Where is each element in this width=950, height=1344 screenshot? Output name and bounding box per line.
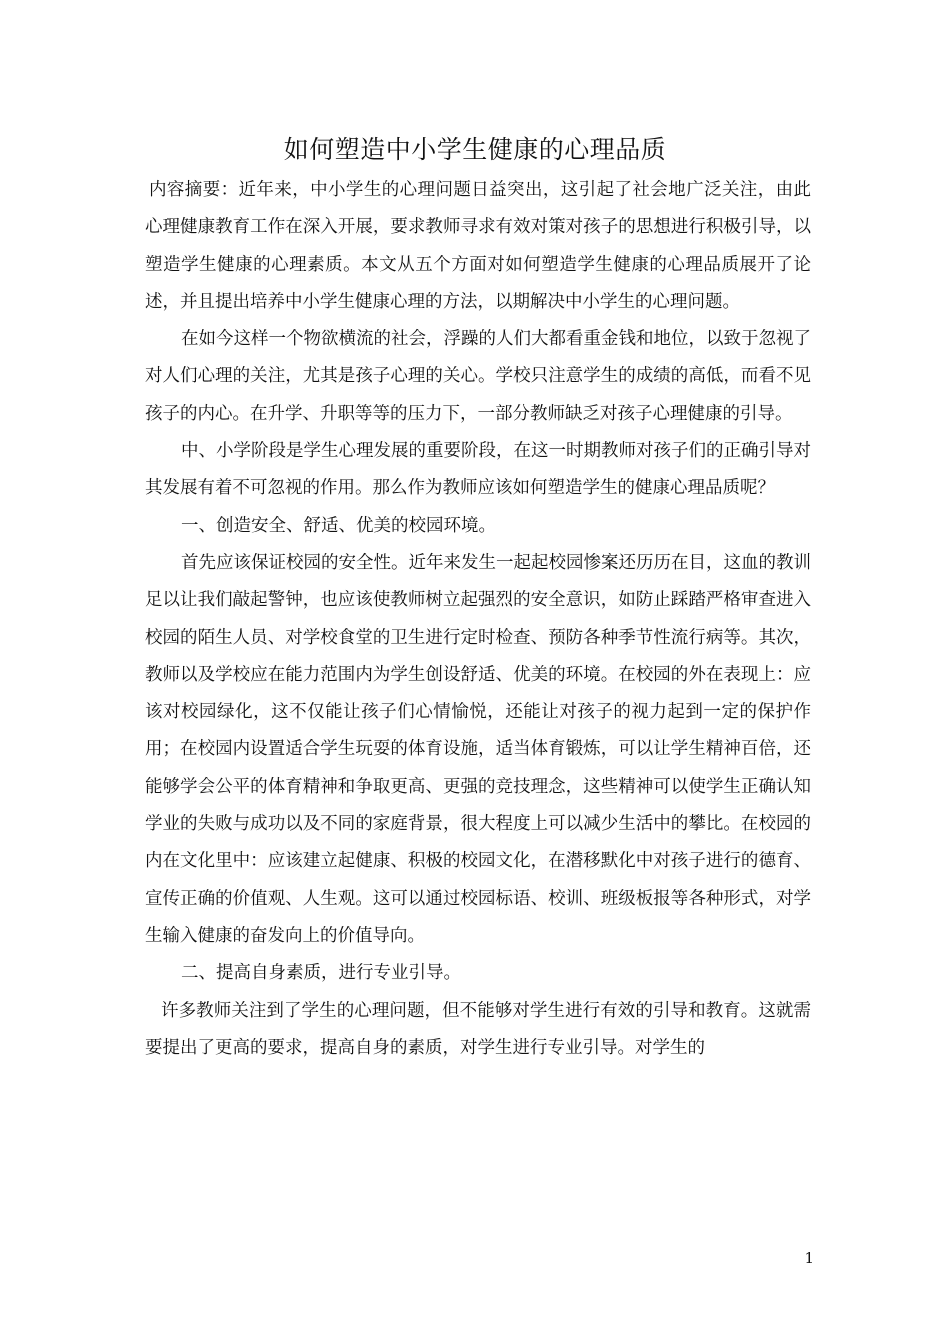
document-body (145, 172, 811, 1067)
body-paragraph: 在如今这样一个物欲横流的社会，浮躁的人们大都看重金钱和地位，以致于忽视了对人们心理的关注，尤其是孩子心理的关心。学校只注意学生的成绩的高低，而看不见孩子的内心。在升学、升职等等的压力下，一部分教师缺乏对孩子心理健康的引导。 (145, 329, 811, 424)
page-number: 1 (804, 1249, 814, 1267)
abstract-paragraph: 内容摘要：近年来，中小学生的心理问题日益突出，这引起了社会地广泛关注，由此心理健康教育工作在深入开展，要求教师寻求有效对策对孩子的思想进行积极引导，以塑造学生健康的心理素质。本文从五个方面对如何塑造学生健康的心理品质展开了论述，并且提出培养中小学生健康心理的方法，以期解决中小学生的心理问题。 (145, 180, 811, 312)
section-heading: 二、提高自身素质，进行专业引导。 (181, 963, 461, 984)
body-paragraph: 许多教师关注到了学生的心理问题，但不能够对学生进行有效的引导和教育。这就需要提出了更高的要求，提高自身的素质，对学生进行专业引导。对学生的 (145, 1000, 811, 1058)
document-title: 如何塑造中小学生健康的心理品质 (283, 135, 667, 164)
section-heading: 一、创造安全、舒适、优美的校园环境。 (181, 515, 496, 536)
body-paragraph: 首先应该保证校园的安全性。近年来发生一起起校园惨案还历历在目，这血的教训足以让我们敲起警钟，也应该使教师树立起强烈的安全意识，如防止踩踏严格审查进入校园的陌生人员、对学校食堂的卫生进行定时检查、预防各种季节性流行病等。其次，教师以及学校应在能力范围内为学生创设舒适、优美的环境。在校园的外在表现上：应该对校园绿化，这不仅能让孩子们心情愉悦，还能让对孩子的视力起到一定的保护作用；在校园内设置适合学生玩耍的体育设施，适当体育锻炼，可以让学生精神百倍，还能够学会公平的体育精神和争取更高、更强的竞技理念，这些精神可以使学生正确认知学业的失败与成功以及不同的家庭背景，很大程度上可以减少生活中的攀比。在校园的内在文化里中：应该建立起健康、积极的校园文化，在潜移默化中对孩子进行的德育、宣传正确的价值观、人生观。这可以通过校园标语、校训、班级板报等各种形式，对学生输入健康的奋发向上的价值导向。 (145, 552, 811, 946)
body-paragraph: 中、小学阶段是学生心理发展的重要阶段，在这一时期教师对孩子们的正确引导对其发展有着不可忽视的作用。那么作为教师应该如何塑造学生的健康心理品质呢？ (145, 441, 811, 499)
